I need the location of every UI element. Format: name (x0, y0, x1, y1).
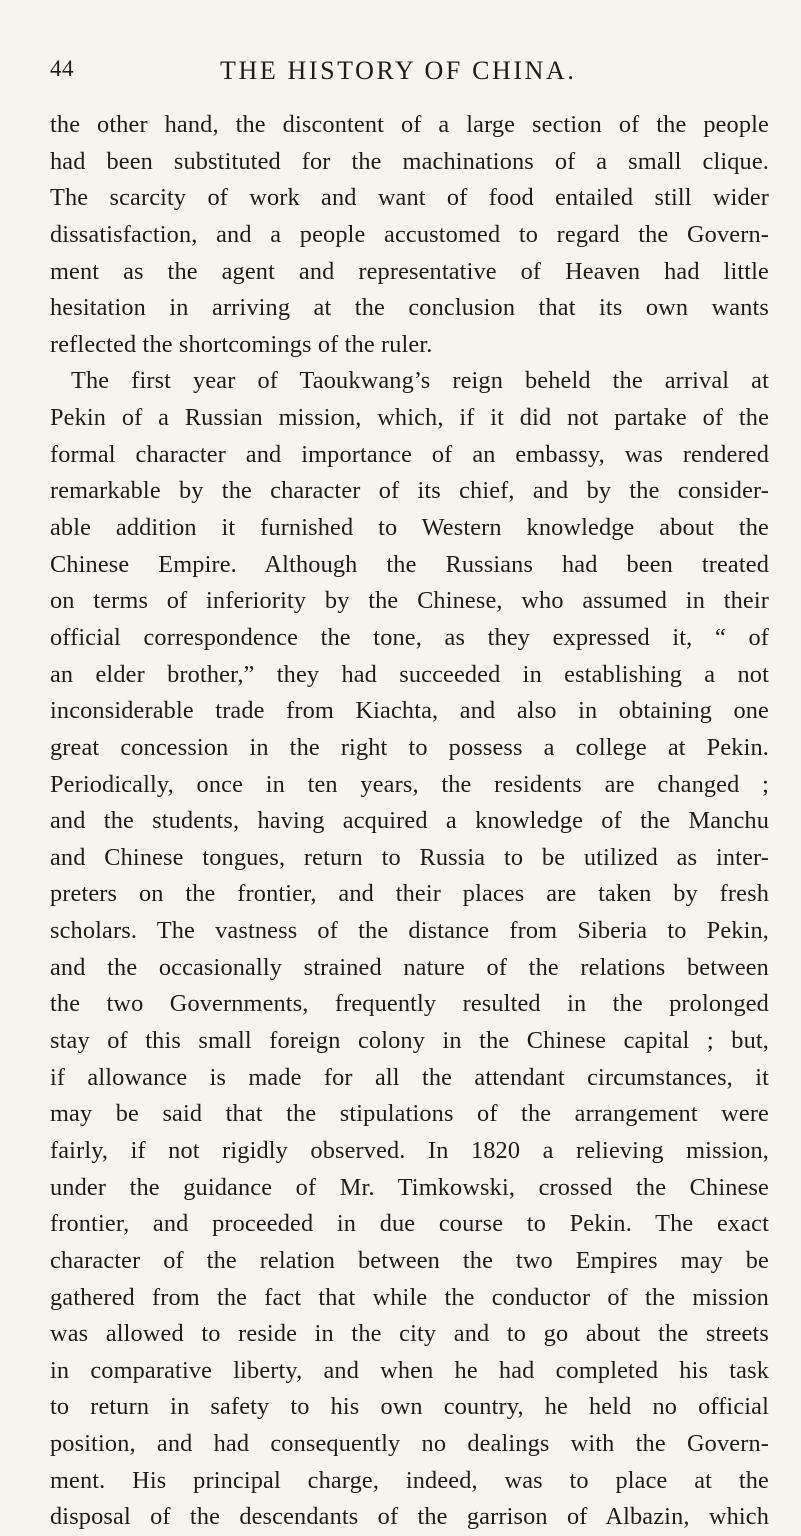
text-line: able addition it furnished to Western knowledge about the (50, 514, 769, 542)
running-header (50, 56, 771, 86)
body-text (50, 107, 769, 1536)
text-line: official correspondence the tone, as they expressed it, “ of (50, 623, 769, 651)
text-line: character of the relation between the two Empires may be (50, 1246, 769, 1274)
text-line: Pekin of a Russian mission, which, if it did not partake of the (50, 404, 769, 432)
paragraph (50, 107, 769, 363)
text-line: formal character and importance of an embassy, was rendered (50, 440, 769, 468)
text-line: Periodically, once in ten years, the residents are changed ; (50, 770, 769, 798)
text-line: fairly, if not rigidly observed. In 1820 a relieving mission, (50, 1136, 769, 1164)
text-line: The first year of Taoukwang’s reign beheld the arrival at (71, 367, 769, 395)
page-number: 44 (50, 56, 74, 81)
text-line: remarkable by the character of its chief, and by the consider- (50, 477, 769, 505)
text-line: had been substituted for the machinations of a small clique. (50, 147, 769, 175)
text-line: scholars. The vastness of the distance from Siberia to Pekin, (50, 917, 769, 945)
text-line: gathered from the fact that while the conductor of the mission (50, 1283, 769, 1311)
text-line: the other hand, the discontent of a large section of the people (50, 111, 769, 138)
text-line: dissatisfaction, and a people accustomed to regard the Govern- (50, 220, 769, 248)
text-line: The scarcity of work and want of food entailed still wider (50, 184, 769, 212)
text-line: in comparative liberty, and when he had completed his task (50, 1356, 769, 1384)
text-line: frontier, and proceeded in due course to Pekin. The exact (50, 1210, 769, 1238)
text-line: if allowance is made for all the attendant circumstances, it (50, 1063, 769, 1091)
text-line: the two Governments, frequently resulted in the prolonged (50, 990, 769, 1018)
text-line: to return in safety to his own country, he held no official (50, 1393, 769, 1421)
paragraph (50, 363, 769, 1536)
text-line: stay of this small foreign colony in the Chinese capital ; but, (50, 1027, 769, 1055)
text-line: ment as the agent and representative of Heaven had little (50, 257, 769, 285)
text-line: under the guidance of Mr. Timkowski, crossed the Chinese (50, 1173, 769, 1201)
text-line: preters on the frontier, and their places are taken by fresh (50, 880, 769, 908)
running-title: THE HISTORY OF CHINA. (220, 56, 577, 85)
text-line: an elder brother,” they had succeeded in establishing a not (50, 660, 769, 688)
text-line: hesitation in arriving at the conclusion that its own wants (50, 294, 769, 322)
text-line: great concession in the right to possess a college at Pekin. (50, 733, 769, 761)
text-line: may be said that the stipulations of the arrangement were (50, 1100, 769, 1128)
text-line: inconsiderable trade from Kiachta, and also in obtaining one (50, 697, 769, 725)
text-line: on terms of inferiority by the Chinese, who assumed in their (50, 587, 769, 615)
text-line: position, and had consequently no dealings with the Govern- (50, 1430, 769, 1458)
text-line: was allowed to reside in the city and to go about the streets (50, 1320, 769, 1348)
text-line: reflected the shortcomings of the ruler. (50, 330, 433, 358)
text-line: ment. His principal charge, indeed, was to place at the (50, 1466, 769, 1494)
text-line: Chinese Empire. Although the Russians had been treated (50, 550, 769, 578)
text-line: and the occasionally strained nature of the relations between (50, 953, 769, 981)
text-line: and the students, having acquired a knowledge of the Manchu (50, 807, 769, 835)
text-line: and Chinese tongues, return to Russia to be utilized as inter- (50, 843, 769, 871)
text-line: disposal of the descendants of the garrison of Albazin, which (50, 1503, 769, 1531)
